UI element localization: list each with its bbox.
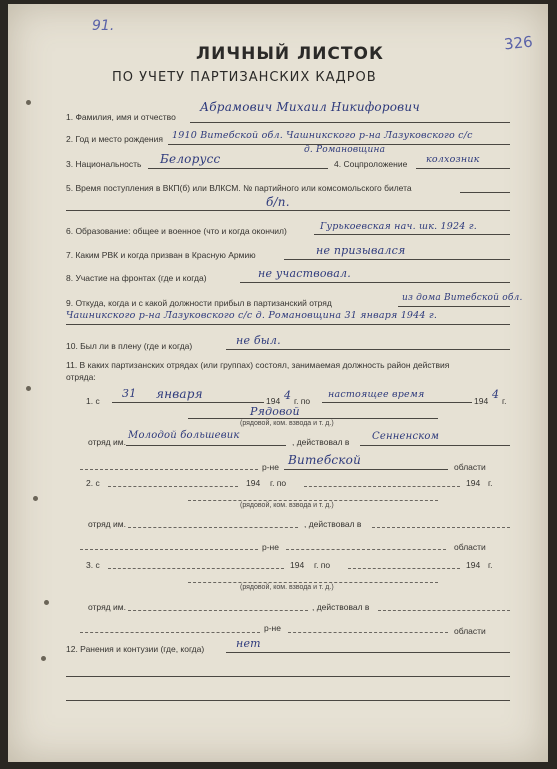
unit-1-region-value: Витебской xyxy=(288,453,361,467)
field-12-label: 12. Ранения и контузии (где, когда) xyxy=(66,644,205,654)
unit-2-position-hint: (рядовой, ком. взвода и т. д.) xyxy=(240,502,334,509)
field-5-line xyxy=(460,192,510,193)
field-12-line xyxy=(226,652,510,653)
field-6-value: Гурькоевская нач. шк. 1924 г. xyxy=(320,221,477,232)
unit-1-position-hint: (рядовой, ком. взвода и т. д.) xyxy=(240,420,334,427)
binder-hole xyxy=(41,656,46,661)
page-number: 91. xyxy=(92,18,115,34)
field-8-line xyxy=(240,282,510,283)
field-4-value: колхозник xyxy=(426,154,480,165)
field-8-value: не участвовал. xyxy=(258,267,351,280)
unit-1-acted-value: Сенненском xyxy=(372,431,440,442)
unit-2-oblast-label: области xyxy=(454,542,486,552)
unit-1-g-end: г. xyxy=(502,396,507,406)
unit-3-oblast-label: области xyxy=(454,626,486,636)
unit-2-acted-line xyxy=(372,527,510,528)
field-2-label: 2. Год и место рождения xyxy=(66,134,163,144)
unit-3-unit-line xyxy=(128,610,308,611)
unit-3-year-from: 194 xyxy=(290,560,305,570)
field-10-value: не был. xyxy=(236,334,281,347)
field-5-value: б/п. xyxy=(266,195,290,209)
unit-1-acted-label: , действовал в xyxy=(292,437,350,447)
unit-2-rne-label: р-не xyxy=(262,542,279,552)
unit-3-region-line xyxy=(80,632,260,633)
unit-2-region-line xyxy=(80,549,258,550)
field-12-value: нет xyxy=(236,637,261,650)
field-11-label: 11. В каких партизанских отрядах (или группах) состоял, занимаемая должность район действия xyxy=(66,360,450,370)
unit-1-position-line xyxy=(188,418,438,419)
field-1-label: 1. Фамилия, имя и отчество xyxy=(66,112,176,122)
binder-hole xyxy=(26,386,31,391)
unit-2-g-end: г. xyxy=(488,478,493,488)
field-3-label: 3. Национальность xyxy=(66,159,142,169)
field-3-line xyxy=(148,168,328,169)
unit-1-oblast-line xyxy=(284,469,448,470)
unit-1-region-line xyxy=(80,469,258,470)
document-title: ЛИЧНЫЙ ЛИСТОК xyxy=(196,44,384,64)
unit-3-rne-label: р-не xyxy=(264,623,281,633)
binder-hole xyxy=(33,496,38,501)
unit-1-rne-label: р-не xyxy=(262,462,279,472)
field-11-label-2: отряда: xyxy=(66,372,96,382)
unit-2-to-line xyxy=(304,486,460,487)
field-5-line-2 xyxy=(66,210,510,211)
unit-2-oblast-line xyxy=(286,549,446,550)
field-7-line xyxy=(284,259,510,260)
unit-1-oblast-label: области xyxy=(454,462,486,472)
unit-2-num: 2. с xyxy=(86,478,100,488)
binder-hole xyxy=(26,100,31,105)
unit-1-position: Рядовой xyxy=(250,405,300,418)
unit-1-year-to: 194 xyxy=(474,396,489,406)
unit-3-g-end: г. xyxy=(488,560,493,570)
document-sheet xyxy=(8,4,548,762)
unit-2-year-from: 194 xyxy=(246,478,261,488)
unit-3-year-to: 194 xyxy=(466,560,481,570)
unit-1-from-month: января xyxy=(156,387,203,401)
unit-3-to-line xyxy=(348,568,460,569)
unit-3-oblast-line xyxy=(288,632,448,633)
unit-3-acted-label: , действовал в xyxy=(312,602,370,612)
unit-1-unit-label: отряд им. xyxy=(88,437,126,447)
unit-2-g-label: г. по xyxy=(270,478,287,488)
unit-2-acted-label: , действовал в xyxy=(304,519,362,529)
field-9-line xyxy=(398,306,510,307)
unit-2-from-line xyxy=(108,486,238,487)
unit-3-num: 3. с xyxy=(86,560,100,570)
binder-hole xyxy=(44,600,49,605)
unit-1-year-from: 194 xyxy=(266,396,281,406)
unit-2-position-line xyxy=(188,500,438,501)
unit-3-from-line xyxy=(108,568,284,569)
field-2-value: 1910 Витебской обл. Чашникского р-на Лазуковского с/с xyxy=(172,130,473,141)
field-12-line-3 xyxy=(66,700,510,701)
field-7-value: не призывался xyxy=(316,244,406,257)
field-4-line xyxy=(416,168,510,169)
corner-mark: 326 xyxy=(503,32,534,54)
field-1-value: Абрамович Михаил Никифорович xyxy=(200,100,420,114)
unit-3-g-label: г. по xyxy=(314,560,331,570)
field-9-line-2 xyxy=(66,324,510,325)
field-10-label: 10. Был ли в плену (где и когда) xyxy=(66,341,193,351)
field-3-value: Белорусс xyxy=(160,152,221,166)
field-12-line-2 xyxy=(66,676,510,677)
unit-1-num: 1. с xyxy=(86,396,100,406)
field-9-value-2: Чашникского р-на Лазуковского с/с д. Романовщина 31 января 1944 г. xyxy=(66,310,438,321)
unit-1-g-label: г. по xyxy=(294,396,311,406)
unit-3-position-line xyxy=(188,582,438,583)
unit-2-year-to: 194 xyxy=(466,478,481,488)
unit-1-from-line xyxy=(112,402,264,403)
unit-1-to-line xyxy=(322,402,472,403)
field-4-label: 4. Соцпроложение xyxy=(334,159,408,169)
field-10-line xyxy=(226,349,510,350)
unit-3-unit-label: отряд им. xyxy=(88,602,126,612)
field-7-label: 7. Каким РВК и когда призван в Красную Армию xyxy=(66,250,256,260)
unit-3-position-hint: (рядовой, ком. взвода и т. д.) xyxy=(240,584,334,591)
field-6-label: 6. Образование: общее и военное (что и когда окончил) xyxy=(66,226,287,236)
unit-2-unit-label: отряд им. xyxy=(88,519,126,529)
unit-1-to-year-digit: 4 xyxy=(492,388,500,401)
unit-2-unit-line xyxy=(128,527,298,528)
unit-1-unit-value: Молодой большевик xyxy=(128,430,240,441)
unit-1-unit-line xyxy=(126,445,286,446)
field-2-value-2: д. Романовщина xyxy=(304,145,386,155)
document-subtitle: ПО УЧЕТУ ПАРТИЗАНСКИХ КАДРОВ xyxy=(112,70,377,85)
unit-1-from-year-digit: 4 xyxy=(284,389,292,402)
field-5-label: 5. Время поступления в ВКП(б) или ВЛКСМ. № партийного или комсомольского билета xyxy=(66,183,412,193)
field-1-line xyxy=(190,122,510,123)
field-6-line xyxy=(314,234,510,235)
field-8-label: 8. Участие на фронтах (где и когда) xyxy=(66,273,207,283)
field-9-label: 9. Откуда, когда и с какой должности прибыл в партизанский отряд xyxy=(66,298,332,308)
unit-1-from-day: 31 xyxy=(122,387,137,400)
unit-3-acted-line xyxy=(378,610,510,611)
unit-1-to-value: настоящее время xyxy=(328,389,425,400)
unit-1-acted-line xyxy=(360,445,510,446)
field-9-value: из дома Витебской обл. xyxy=(402,293,523,303)
